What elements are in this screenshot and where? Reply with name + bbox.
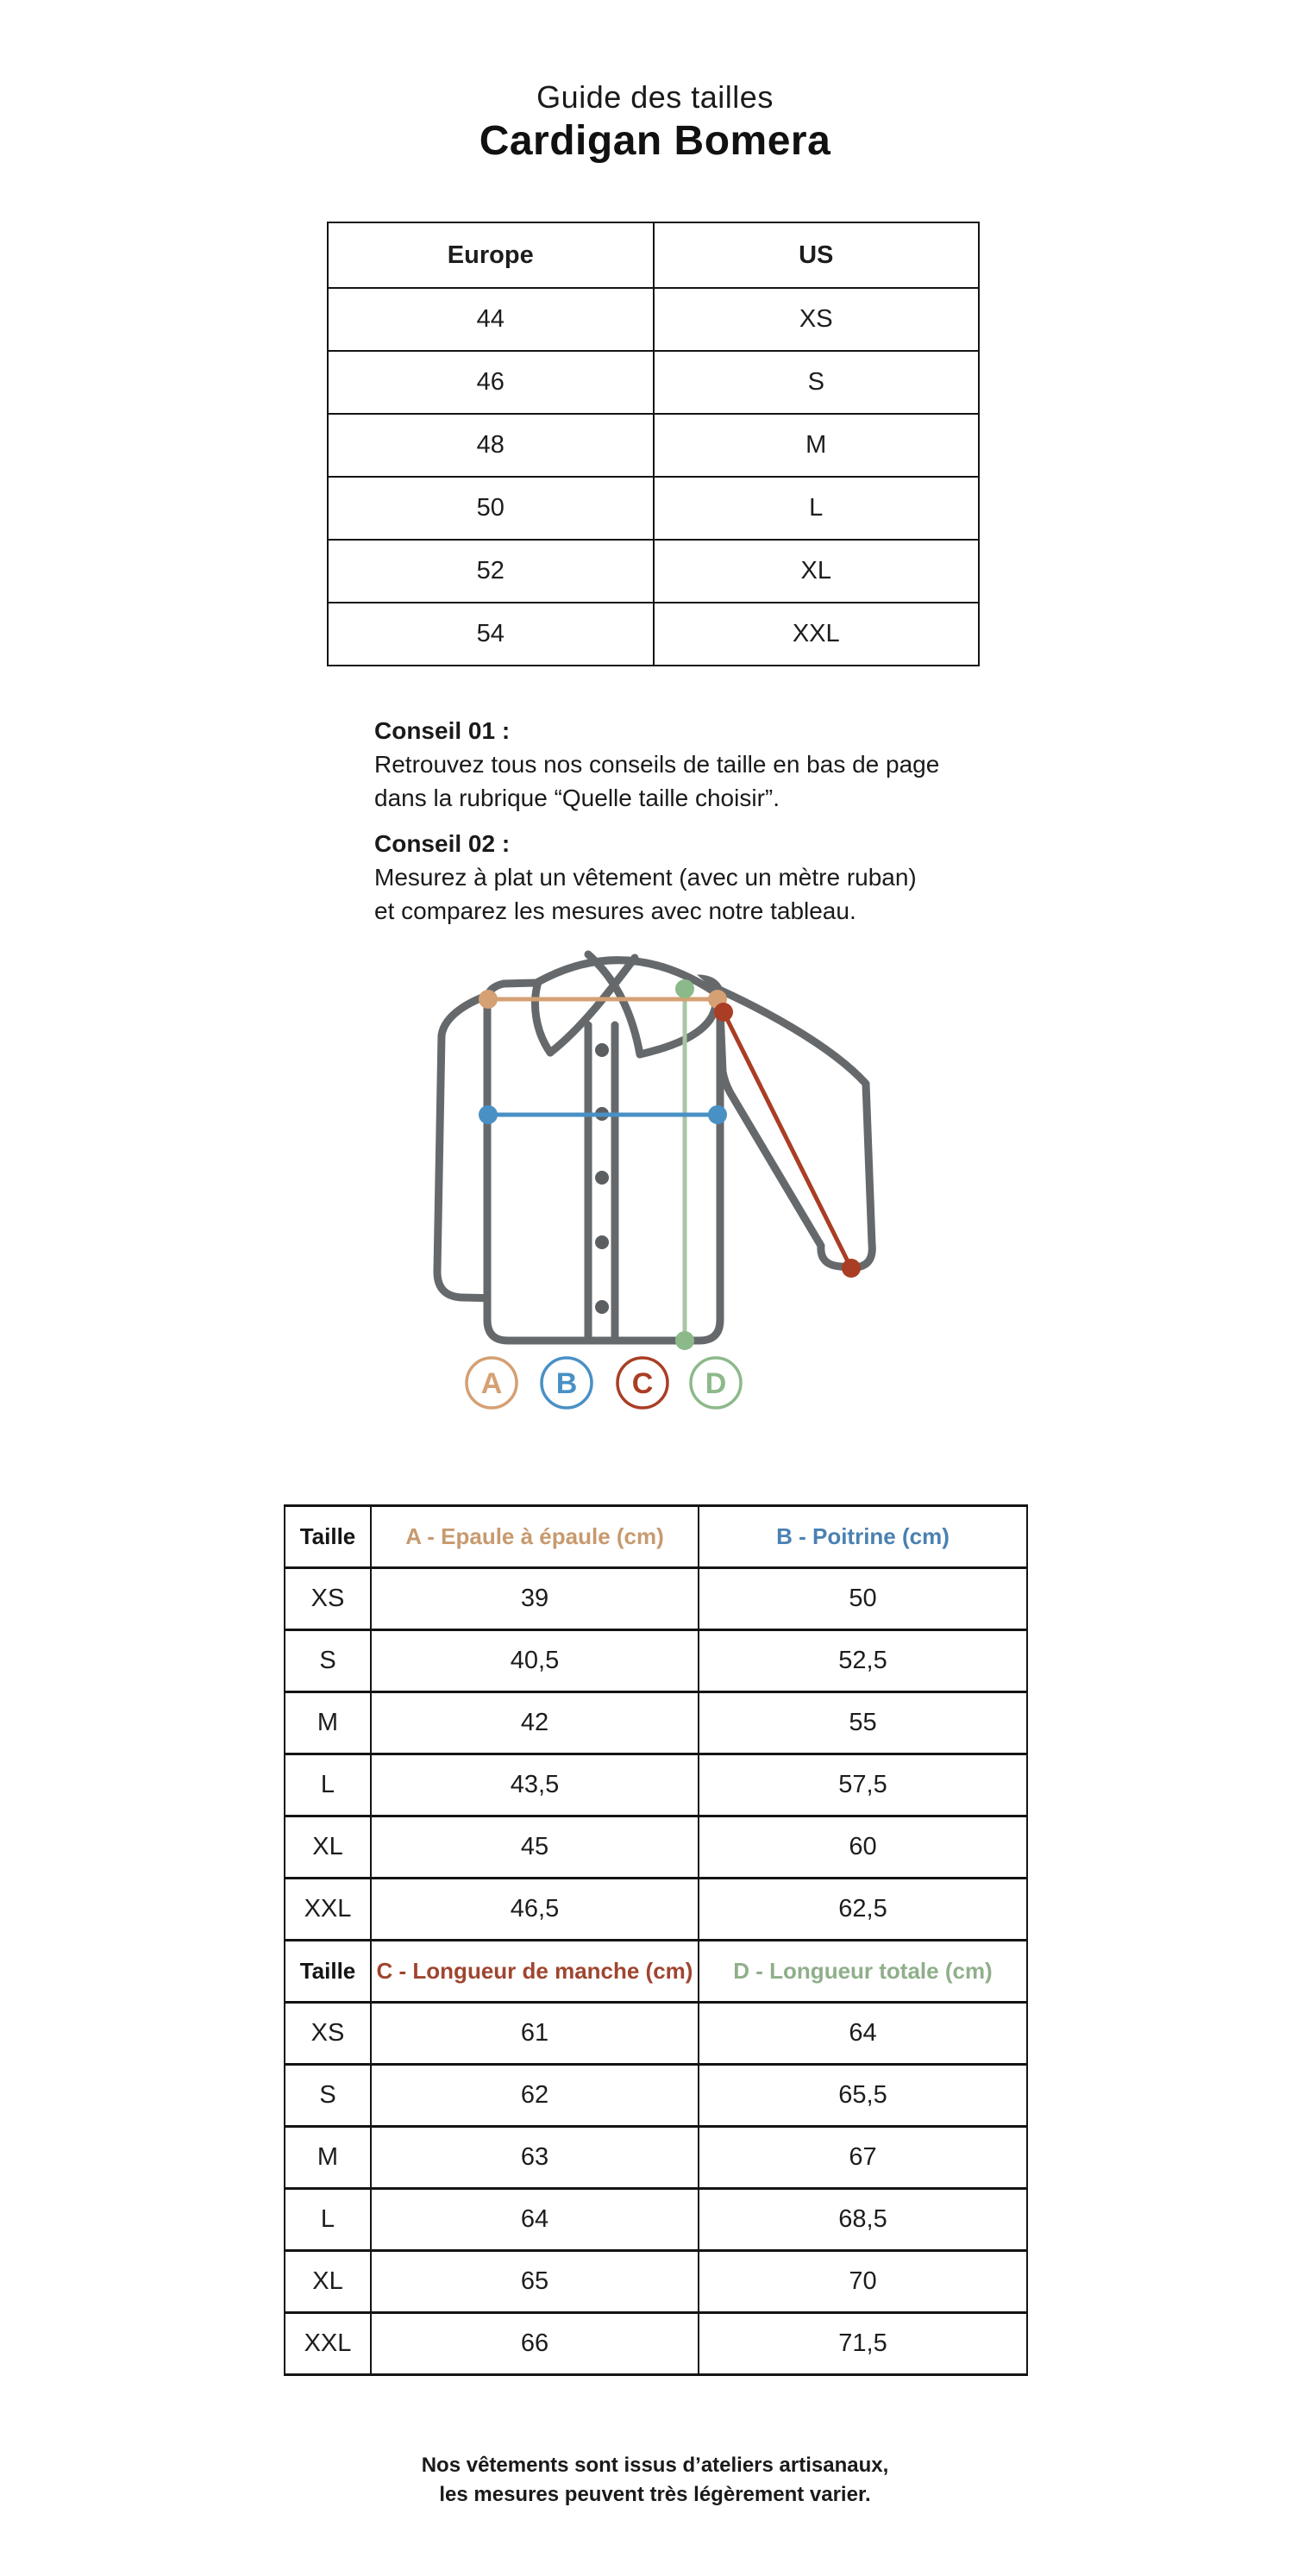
size-conversion-cell: 54 bbox=[328, 603, 654, 666]
measurements-header-cell: D - Longueur totale (cm) bbox=[699, 1941, 1027, 2003]
shirt-button bbox=[595, 1300, 609, 1314]
measurements-cell: 55 bbox=[699, 1692, 1027, 1754]
tip-1-line-2: dans la rubrique “Quelle taille choisir”. bbox=[374, 785, 780, 811]
measurements-row bbox=[285, 1692, 1027, 1754]
measurements-cell: XXL bbox=[285, 1879, 371, 1941]
measurements-cell: 60 bbox=[699, 1816, 1027, 1879]
measurements-row bbox=[285, 1754, 1027, 1816]
measurements-cell: 68,5 bbox=[699, 2189, 1027, 2251]
measurements-cell: 57,5 bbox=[699, 1754, 1027, 1816]
measurements-row bbox=[285, 1568, 1027, 1630]
measurements-cell: XS bbox=[285, 2003, 371, 2065]
measurements-cell: 71,5 bbox=[699, 2313, 1027, 2375]
measurements-cell: 61 bbox=[371, 2003, 699, 2065]
tip-2 bbox=[374, 827, 961, 928]
measurements-cell: M bbox=[285, 1692, 371, 1754]
size-conversion-table-body bbox=[328, 288, 979, 666]
measurements-cell: 64 bbox=[371, 2189, 699, 2251]
measurements-header-cell: Taille bbox=[285, 1506, 371, 1568]
right-sleeve bbox=[719, 990, 872, 1267]
footer-line-1: Nos vêtements sont issus d’ateliers artisanaux, bbox=[421, 2454, 889, 2477]
measurements-row bbox=[285, 2251, 1027, 2313]
size-conversion-cell: XXL bbox=[654, 603, 980, 666]
measurements-row bbox=[285, 2189, 1027, 2251]
size-conversion-row bbox=[328, 414, 979, 477]
measure-dot-a-left bbox=[479, 990, 498, 1009]
size-conversion-cell: 46 bbox=[328, 351, 654, 414]
tip-2-line-2: et comparez les mesures avec notre tableau. bbox=[374, 897, 856, 924]
measure-dot-c-top bbox=[714, 1003, 733, 1022]
measure-dot-d-bottom bbox=[675, 1331, 694, 1350]
measure-dot-c-bottom bbox=[842, 1259, 861, 1278]
measurements-table-body bbox=[285, 1506, 1027, 2375]
shirt-button bbox=[595, 1043, 609, 1057]
garment-diagram bbox=[416, 942, 912, 1434]
measurements-table bbox=[284, 1504, 1028, 2376]
tip-1-label: Conseil 01 : bbox=[374, 717, 511, 744]
measurements-cell: XL bbox=[285, 1816, 371, 1879]
measurements-cell: 70 bbox=[699, 2251, 1027, 2313]
measurements-cell: 62 bbox=[371, 2065, 699, 2127]
size-conversion-cell: S bbox=[654, 351, 980, 414]
measurements-cell: 52,5 bbox=[699, 1630, 1027, 1692]
tips-block bbox=[374, 714, 961, 928]
measurements-cell: 40,5 bbox=[371, 1630, 699, 1692]
measurements-cell: 39 bbox=[371, 1568, 699, 1630]
measurements-header-cell: Taille bbox=[285, 1941, 371, 2003]
size-conversion-cell: 44 bbox=[328, 288, 654, 351]
page-subtitle: Guide des tailles bbox=[536, 79, 774, 115]
measurements-cell: M bbox=[285, 2127, 371, 2189]
measurements-header-row bbox=[285, 1506, 1027, 1568]
measurements-cell: S bbox=[285, 2065, 371, 2127]
measurements-cell: 42 bbox=[371, 1692, 699, 1754]
size-conversion-cell: 48 bbox=[328, 414, 654, 477]
measurements-header-row bbox=[285, 1941, 1027, 2003]
measurements-cell: S bbox=[285, 1630, 371, 1692]
badge-d-letter: D bbox=[705, 1367, 727, 1400]
size-conversion-cell: 50 bbox=[328, 477, 654, 540]
size-conversion-cell: 52 bbox=[328, 540, 654, 603]
measurements-row bbox=[285, 1816, 1027, 1879]
size-conversion-row bbox=[328, 288, 979, 351]
size-conversion-cell: XL bbox=[654, 540, 980, 603]
size-conversion-cell: XS bbox=[654, 288, 980, 351]
measurements-cell: XXL bbox=[285, 2313, 371, 2375]
size-conversion-row bbox=[328, 540, 979, 603]
size-conversion-row bbox=[328, 351, 979, 414]
tip-1-line-1: Retrouvez tous nos conseils de taille en bas de page bbox=[374, 751, 940, 778]
shirt-outline bbox=[437, 950, 872, 1341]
measurements-cell: L bbox=[285, 2189, 371, 2251]
measurements-cell: 46,5 bbox=[371, 1879, 699, 1941]
measurements-cell: 45 bbox=[371, 1816, 699, 1879]
measurements-row bbox=[285, 2003, 1027, 2065]
measurements-row bbox=[285, 1630, 1027, 1692]
size-conversion-header-europe: Europe bbox=[328, 222, 654, 288]
shirt-button bbox=[595, 1171, 609, 1185]
shirt-button bbox=[595, 1235, 609, 1249]
size-conversion-table bbox=[327, 222, 980, 666]
measurements-cell: 65,5 bbox=[699, 2065, 1027, 2127]
badge-a-letter: A bbox=[480, 1367, 503, 1400]
size-conversion-header-us: US bbox=[654, 222, 980, 288]
measurements-cell: 66 bbox=[371, 2313, 699, 2375]
size-conversion-row bbox=[328, 477, 979, 540]
measurements-cell: 43,5 bbox=[371, 1754, 699, 1816]
measurements-row bbox=[285, 2313, 1027, 2375]
measurements-cell: L bbox=[285, 1754, 371, 1816]
badge-b-letter: B bbox=[555, 1367, 578, 1400]
measurements-cell: XL bbox=[285, 2251, 371, 2313]
measurements-row bbox=[285, 1879, 1027, 1941]
measurements-cell: 63 bbox=[371, 2127, 699, 2189]
size-conversion-cell: L bbox=[654, 477, 980, 540]
measurements-cell: 50 bbox=[699, 1568, 1027, 1630]
tip-1 bbox=[374, 714, 961, 815]
measurements-header-cell: C - Longueur de manche (cm) bbox=[371, 1941, 699, 2003]
measurements-cell: XS bbox=[285, 1568, 371, 1630]
measurements-row bbox=[285, 2065, 1027, 2127]
size-conversion-cell: M bbox=[654, 414, 980, 477]
measurements-cell: 67 bbox=[699, 2127, 1027, 2189]
measurements-cell: 65 bbox=[371, 2251, 699, 2313]
tip-2-label: Conseil 02 : bbox=[374, 830, 511, 857]
footer-line-2: les mesures peuvent très légèrement varier. bbox=[439, 2483, 871, 2506]
page-title: Cardigan Bomera bbox=[479, 118, 831, 164]
footer-note bbox=[0, 2451, 1310, 2510]
measurements-row bbox=[285, 2127, 1027, 2189]
size-conversion-header-row bbox=[328, 222, 979, 288]
measurements-cell: 62,5 bbox=[699, 1879, 1027, 1941]
measurements-cell: 64 bbox=[699, 2003, 1027, 2065]
measurements-header-cell: B - Poitrine (cm) bbox=[699, 1506, 1027, 1568]
size-conversion-row bbox=[328, 603, 979, 666]
measure-dot-b-right bbox=[708, 1105, 727, 1124]
measure-dot-b-left bbox=[479, 1105, 498, 1124]
measurements-header-cell: A - Epaule à épaule (cm) bbox=[371, 1506, 699, 1568]
measure-dot-d-top bbox=[675, 979, 694, 998]
tip-2-line-1: Mesurez à plat un vêtement (avec un mètre ruban) bbox=[374, 864, 917, 891]
badge-c-letter: C bbox=[631, 1367, 654, 1400]
